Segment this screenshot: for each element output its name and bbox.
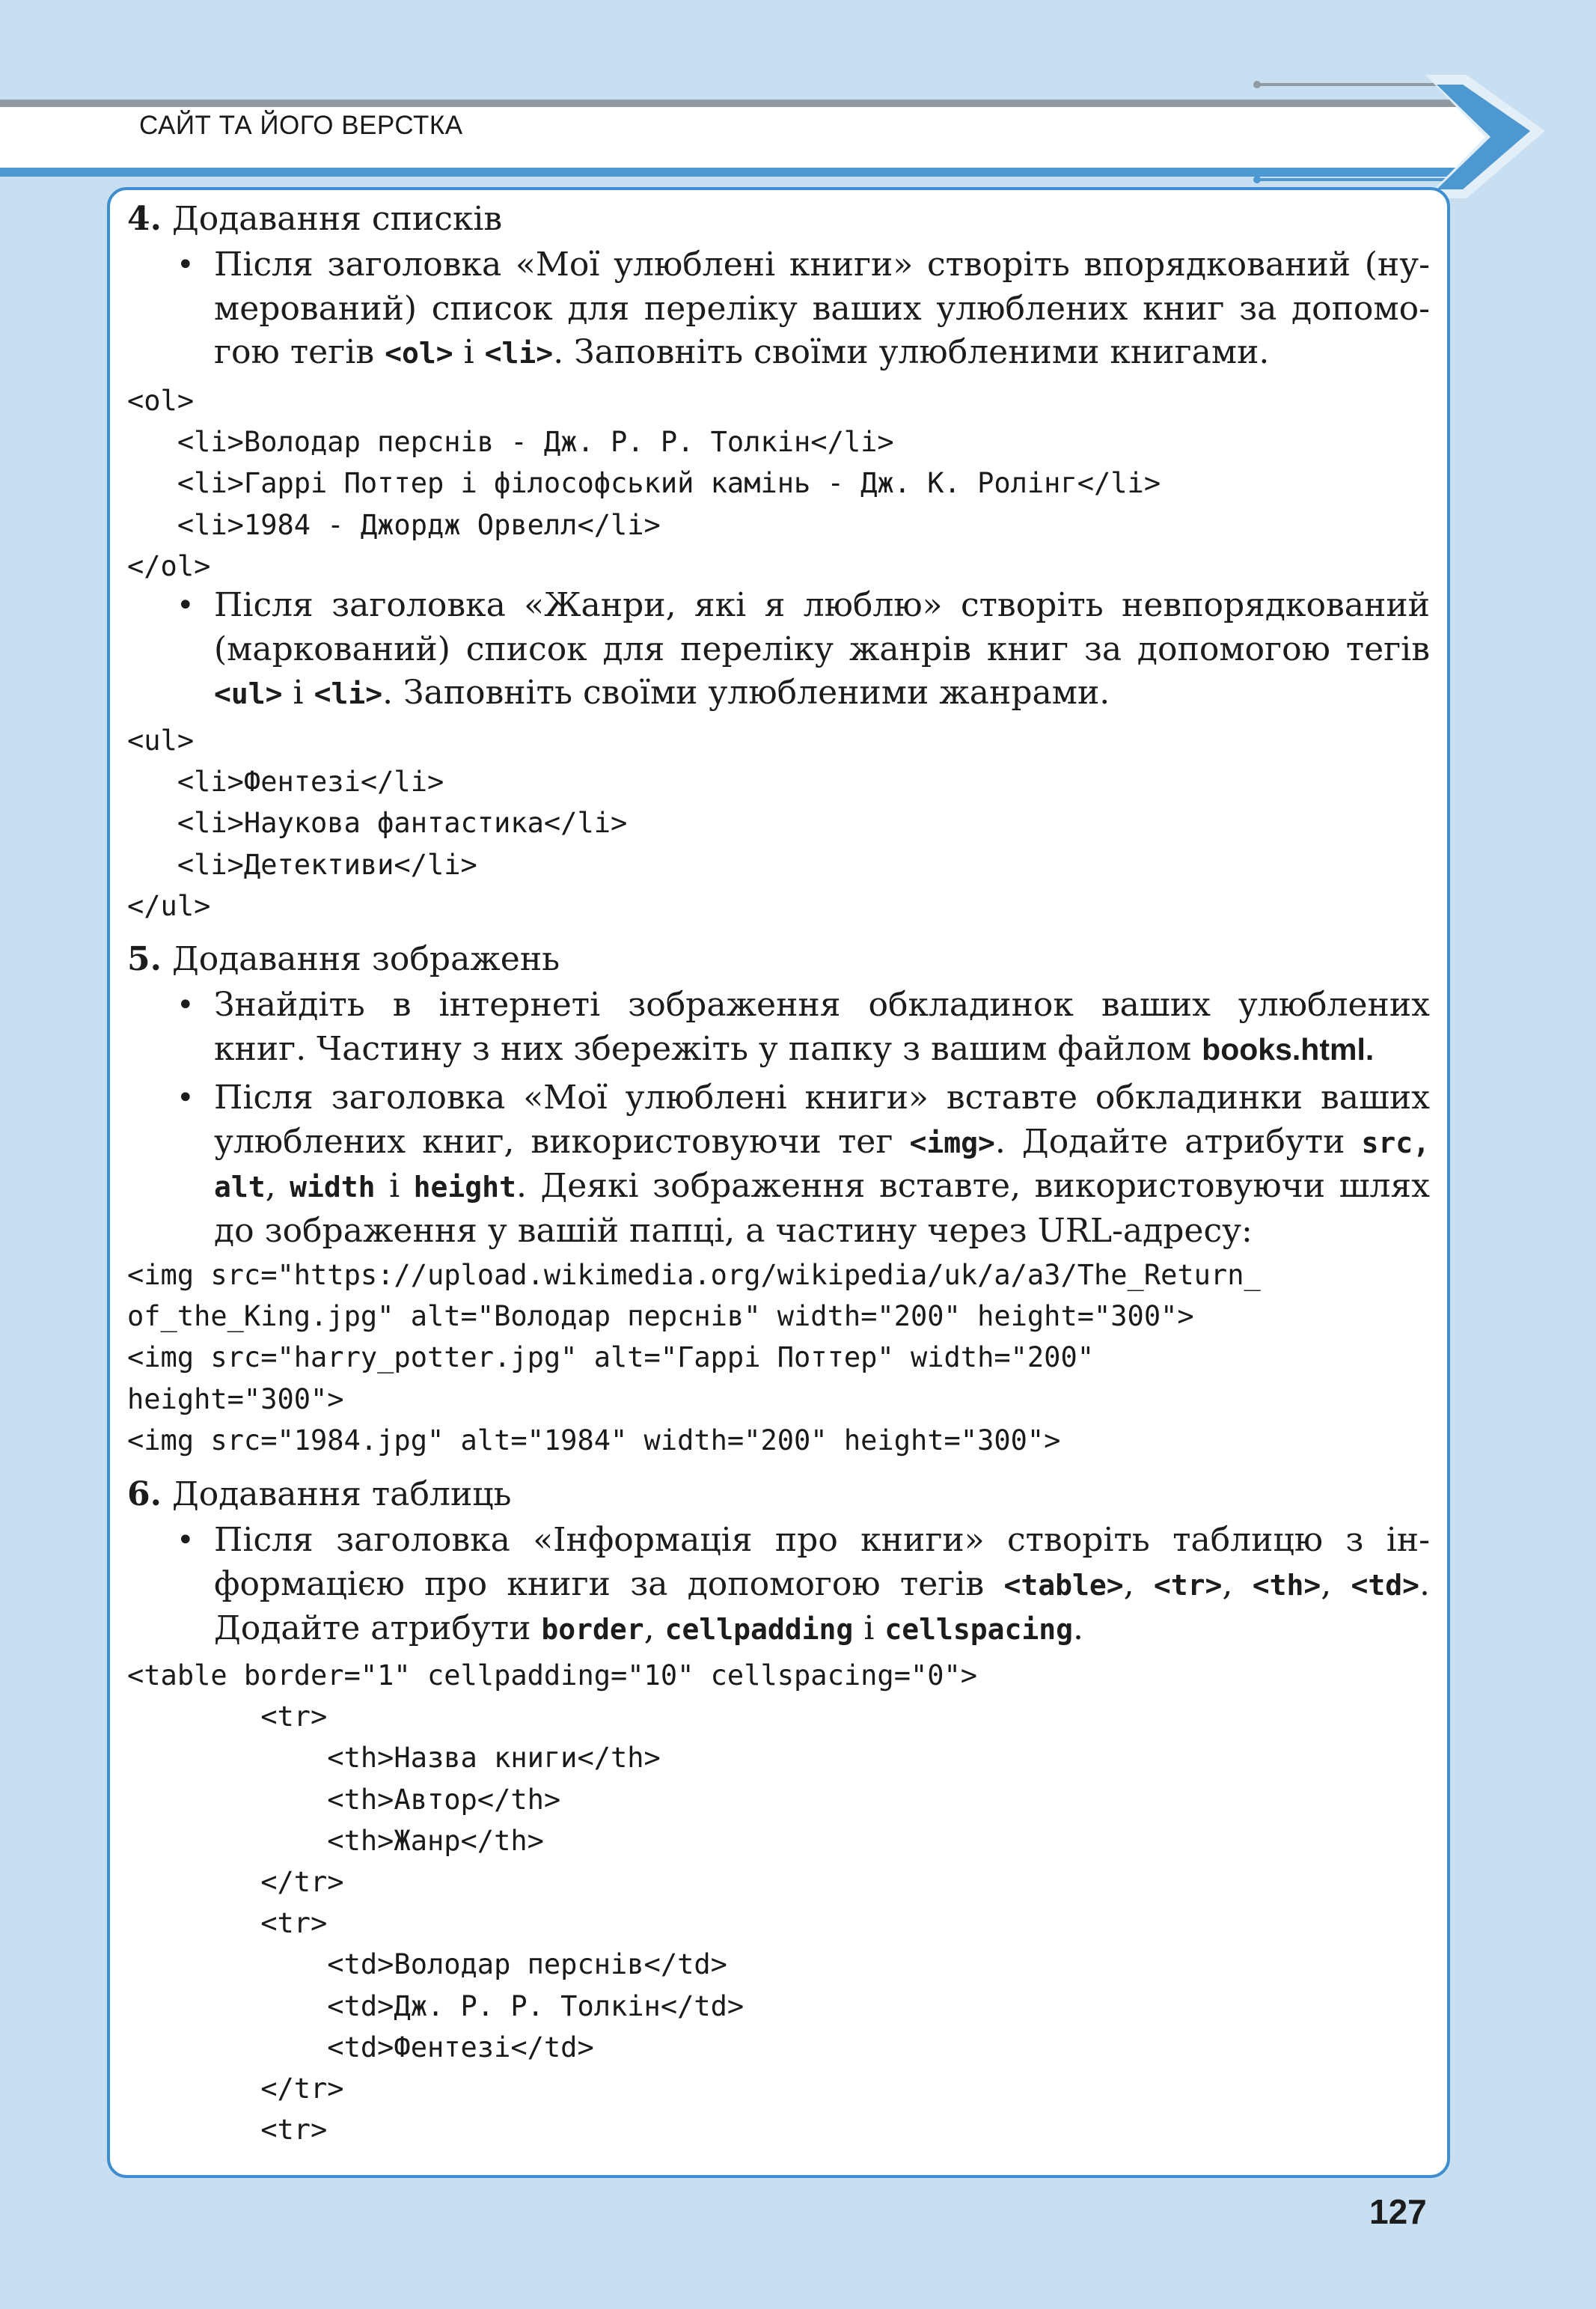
bullet-unordered-list (177, 584, 1430, 716)
code-tag: <tr> (1153, 1568, 1223, 1602)
text-span: і (375, 1167, 414, 1205)
text-span: . Заповніть своїми улюбленими жанрами. (382, 674, 1110, 712)
bullet-dot-icon: • (177, 1523, 195, 1558)
text-span: улюблених книг, використовуючи тег (214, 1122, 910, 1161)
text-line: Після заголовка «Мої улюблені книги» вставте обкладинки ваших (214, 1079, 1430, 1117)
bullet-dot-icon: • (177, 988, 195, 1022)
code-attr: border (541, 1613, 644, 1646)
step-title: Додавання списків (171, 200, 503, 238)
text-span: . Заповніть своїми улюбленими книгами. (553, 333, 1270, 371)
step-title: Додавання таблиць (171, 1475, 512, 1513)
step-number: 6. (127, 1475, 162, 1513)
code-attr: width (290, 1171, 376, 1204)
bullet-insert-images (177, 1076, 1430, 1253)
step-number: 5. (127, 940, 162, 978)
text-line: до зображення у вашій папці, а частину через URL-адресу: (214, 1211, 1253, 1250)
text-span: і (282, 674, 314, 712)
code-block-ol: <ol> <li>Володар перснів - Дж. Р. Р. Толкін</li> <li>Гаррі Поттер і філософський камінь - Дж. К. Ролінг</li> <li>1984 - Джордж Орвелл</li> </ol> (127, 385, 1161, 582)
bullet-dot-icon: • (177, 588, 195, 623)
text-span: . Додайте атрибути (994, 1122, 1362, 1161)
text-line: (маркований) список для переліку жанрів книг за допомогою тегів (214, 629, 1430, 668)
code-block-img: <img src="https://upload.wikimedia.org/wikipedia/uk/a/a3/The_Return_ of_the_King.jpg" alt="Володар перснів" width="200" height="300"> <img src="harry_potter.jpg" alt="Гаррі Поттер" width="200" height="300"> <img src="1984.jpg" alt="1984" width="200" height="300"> (127, 1259, 1261, 1457)
text-line: Після заголовка «Мої улюблені книги» створіть впорядкований (ну- (214, 245, 1430, 284)
text-line (177, 1028, 1430, 1072)
step-4-heading (127, 198, 502, 240)
step-number: 4. (127, 200, 162, 238)
text-span: , (1321, 1564, 1351, 1603)
chevron-right-icon (1212, 71, 1564, 206)
text-line: мерований) список для переліку ваших улюблених книг за допомо- (214, 289, 1430, 328)
text-span: формацією про книги за допомогою тегів (214, 1564, 1004, 1603)
text-span: і (853, 1609, 885, 1647)
text-span: , (265, 1167, 290, 1205)
code-tag: <table> (1003, 1568, 1124, 1602)
code-tag: <li> (314, 677, 383, 710)
text-span: , (643, 1609, 665, 1647)
bullet-ordered-list (177, 243, 1430, 376)
section-title: САЙТ ТА ЙОГО ВЕРСТКА (139, 111, 463, 140)
text-line (177, 1165, 1430, 1210)
text-line: Знайдіть в інтернеті зображення обкладинок ваших улюблених (214, 986, 1430, 1024)
text-span: . (1073, 1609, 1084, 1647)
text-span: гою тегів (214, 333, 385, 371)
bullet-dot-icon: • (177, 248, 195, 282)
text-line (177, 1607, 1430, 1652)
bullet-create-table (177, 1519, 1430, 1652)
text-span: і (453, 333, 485, 371)
code-tag: <ol> (385, 337, 453, 370)
code-tag: <ul> (214, 677, 283, 710)
text-span: , (1222, 1564, 1253, 1603)
file-name: books.html. (1202, 1031, 1375, 1067)
text-line (177, 671, 1430, 716)
code-tag: <th> (1252, 1568, 1321, 1602)
code-tag: <img> (909, 1126, 995, 1159)
text-line: Після заголовка «Жанри, які я люблю» створіть невпорядкований (214, 586, 1430, 624)
code-tag: <td> (1351, 1568, 1419, 1602)
step-title: Додавання зображень (171, 940, 560, 978)
bullet-dot-icon: • (177, 1081, 195, 1115)
page-number: 127 (1369, 2192, 1427, 2231)
code-block-table: <table border="1" cellpadding="10" cellspacing="0"> <tr> <th>Назва книги</th> <th>Автор</th> <th>Жанр</th> </tr> <tr> <td>Володар перснів</td> <td>Дж. Р. Р. Толкін</td> <td>Фентезі</td> </tr> <tr> (127, 1659, 978, 2147)
text-span: . Деякі зображення вставте, використовуючи шлях (516, 1167, 1430, 1205)
code-attr: height (413, 1171, 516, 1204)
text-line (177, 1563, 1430, 1608)
code-attr: cellpadding (664, 1613, 854, 1646)
code-attr: src, (1361, 1126, 1430, 1159)
step-6-heading (127, 1474, 512, 1516)
code-block-ul: <ul> <li>Фентезі</li> <li>Наукова фантастика</li> <li>Детективи</li> </ul> (127, 725, 628, 922)
text-line: Після заголовка «Інформація про книги» створіть таблицю з ін- (214, 1521, 1430, 1559)
text-span: , (1123, 1564, 1154, 1603)
bullet-find-images (177, 983, 1430, 1071)
code-tag: <li> (484, 337, 554, 370)
text-span: книг. Частину з них збережіть у папку з вашим файлом (214, 1029, 1202, 1068)
text-line (177, 331, 1430, 376)
text-span: Додайте атрибути (214, 1609, 542, 1647)
code-attr: alt (214, 1171, 266, 1204)
text-span: . (1419, 1564, 1430, 1603)
code-attr: cellspacing (884, 1613, 1074, 1646)
step-5-heading (127, 939, 560, 980)
text-line (177, 1120, 1430, 1165)
